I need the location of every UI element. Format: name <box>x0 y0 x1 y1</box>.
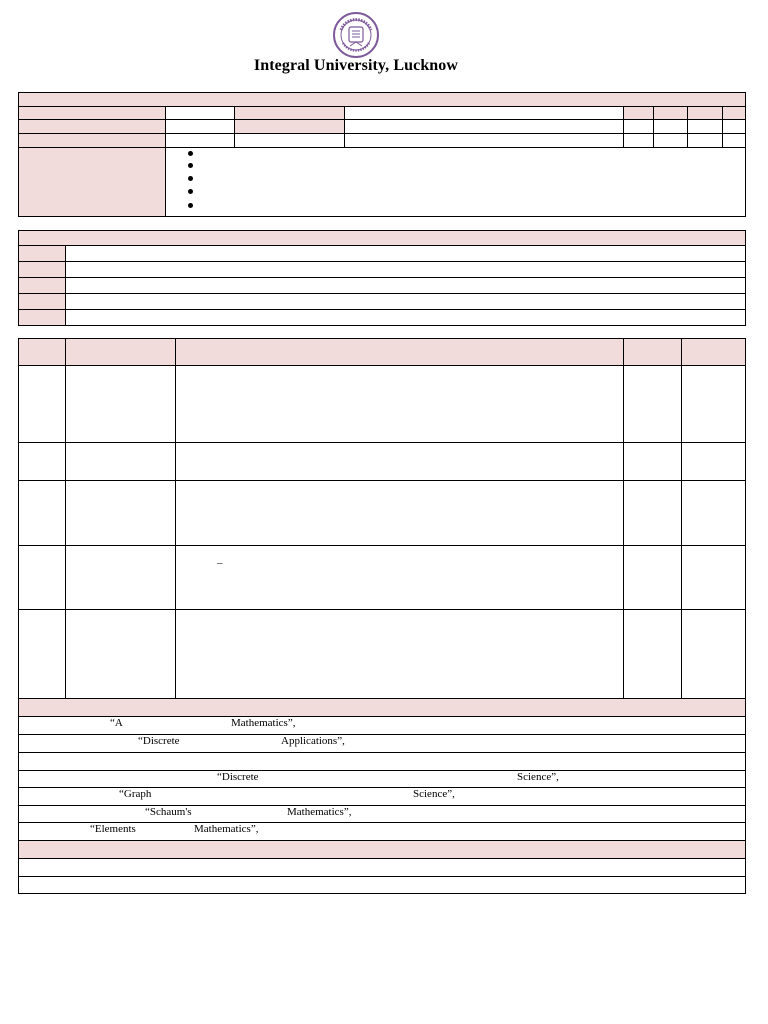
label-cell <box>235 107 344 133</box>
objectives-label-cell <box>19 148 165 216</box>
reference-2-part-2: Applications”, <box>281 735 345 747</box>
web-resources-header <box>19 840 745 858</box>
objective-bullet <box>188 163 193 168</box>
reference-5-part-1: “Graph <box>119 788 152 800</box>
reference-7-part-1: “Elements <box>90 823 136 835</box>
objective-bullet <box>188 151 193 156</box>
reference-1-part-2: Mathematics”, <box>231 717 296 729</box>
outcomes-header <box>19 231 745 245</box>
university-title <box>0 57 712 75</box>
reference-6-part-1: “Schaum's <box>145 806 192 818</box>
ltp-header-cells <box>624 107 745 119</box>
units-header-row <box>19 339 745 365</box>
course-details-header <box>19 93 745 106</box>
unit-4-mark: – <box>217 557 223 569</box>
reference-6-part-2: Mathematics”, <box>287 806 352 818</box>
university-seal-logo <box>332 12 380 58</box>
syllabus-table <box>18 338 746 894</box>
reference-5-part-2: Science”, <box>413 788 455 800</box>
reference-7-part-2: Mathematics”, <box>194 823 259 835</box>
outcome-code-column <box>19 246 65 325</box>
course-details-table <box>18 92 746 217</box>
university-name: Integral University, Lucknow <box>253 57 459 74</box>
objective-bullet <box>188 176 193 181</box>
references-header <box>19 698 745 716</box>
objective-bullet <box>188 189 193 194</box>
reference-4-part-2: Science”, <box>517 771 559 783</box>
objective-bullet <box>188 203 193 208</box>
course-outcomes-table <box>18 230 746 326</box>
reference-2-part-1: “Discrete <box>138 735 180 747</box>
label-cell <box>19 107 165 147</box>
reference-1-part-1: “A <box>110 717 123 729</box>
reference-4-part-1: “Discrete <box>217 771 259 783</box>
